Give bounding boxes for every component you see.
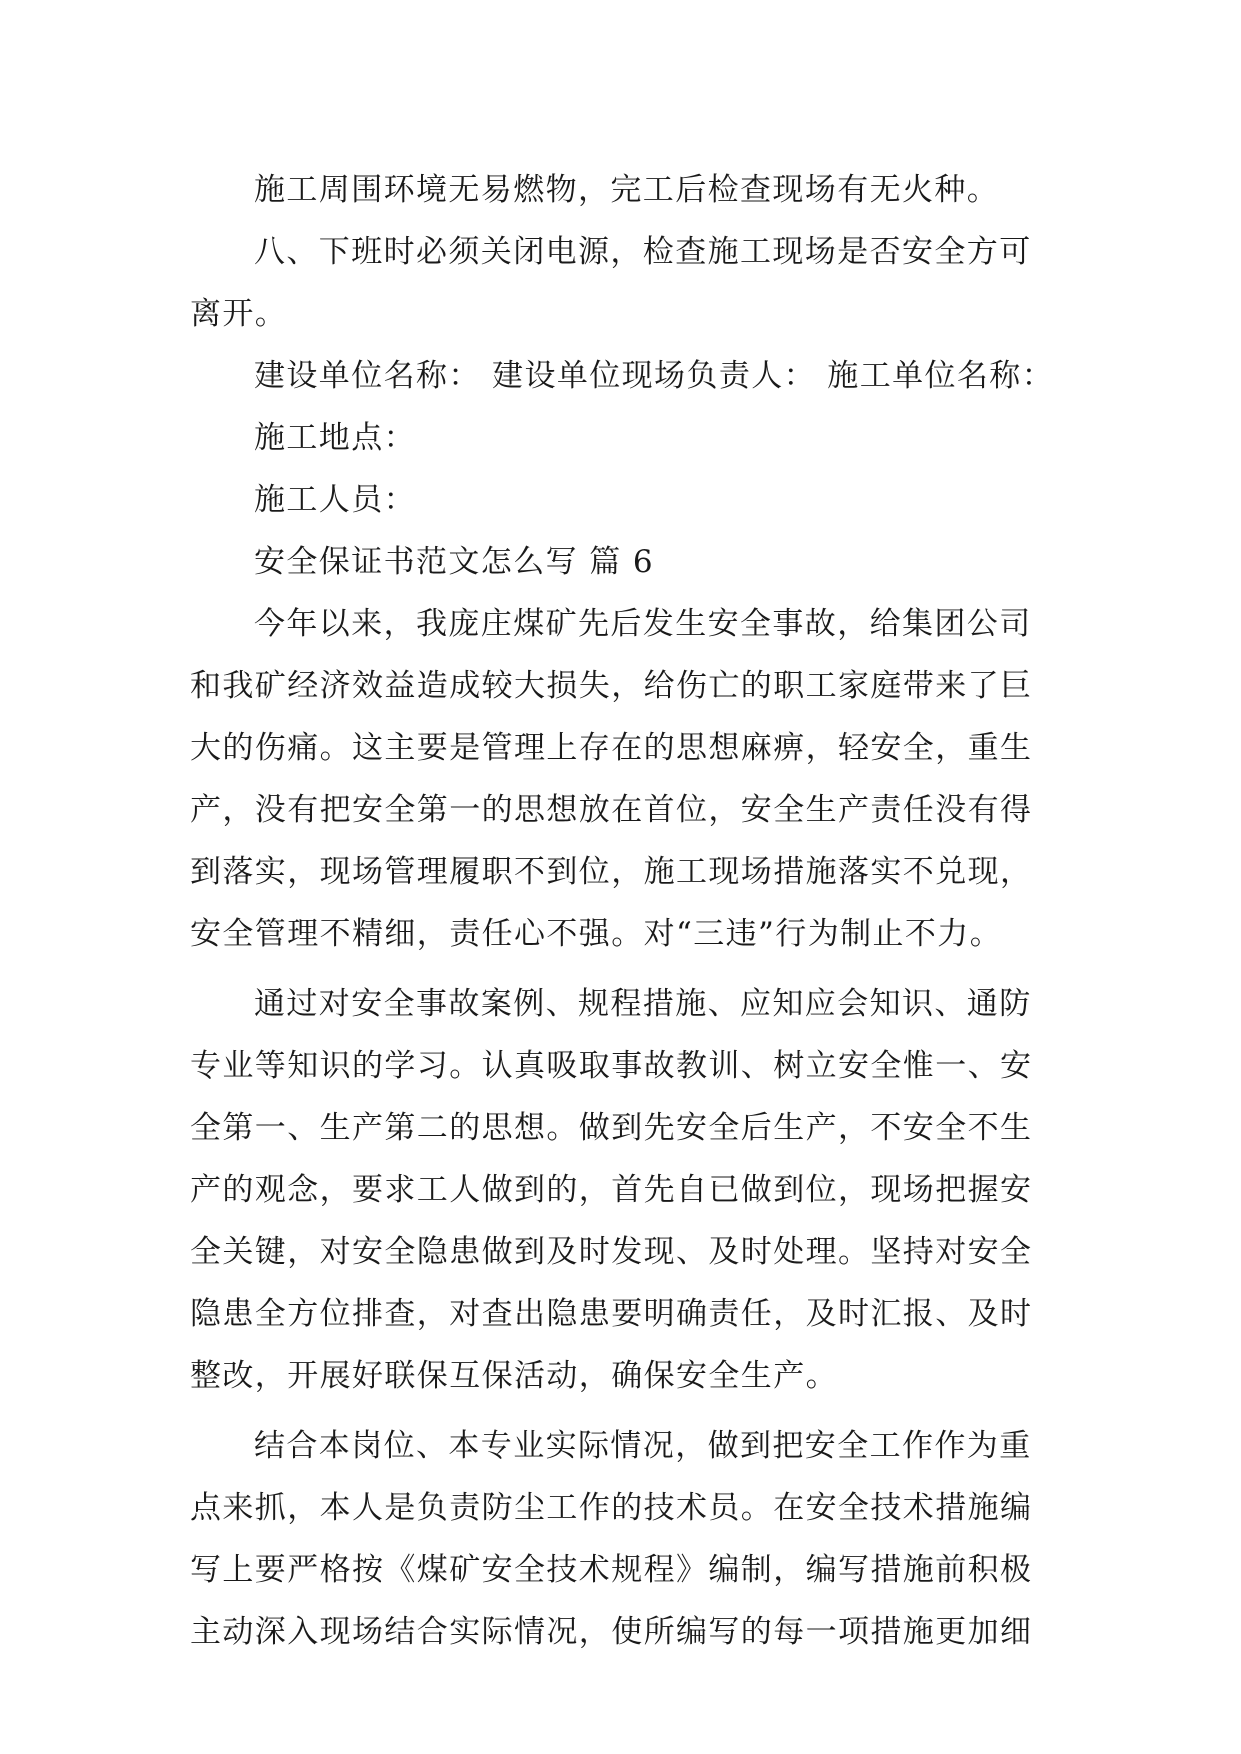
text-line: 到落实，现场管理履职不到位，施工现场措施落实不兑现， bbox=[190, 854, 1033, 890]
text-line: 点来抓，本人是负责防尘工作的技术员。在安全技术措施编 bbox=[190, 1490, 1033, 1526]
text-line: 写上要严格按《煤矿安全技术规程》编制，编写措施前积极 bbox=[190, 1552, 1033, 1588]
text-line: 产，没有把安全第一的思想放在首位，安全生产责任没有得 bbox=[190, 792, 1033, 828]
text-line: 今年以来，我庞庄煤矿先后发生安全事故，给集团公司 bbox=[254, 606, 1032, 642]
text-line: 离开。 bbox=[190, 296, 288, 332]
signature-fields bbox=[190, 345, 1055, 407]
text-line: 通过对安全事故案例、规程措施、应知应会知识、通防 bbox=[254, 986, 1032, 1022]
text-line: 八、下班时必须关闭电源，检查施工现场是否安全方可 bbox=[254, 234, 1032, 270]
section-heading bbox=[190, 531, 1050, 593]
signature-line: 建设单位名称： 建设单位现场负责人： 施工单位名称： bbox=[254, 358, 1055, 394]
text-line: 和我矿经济效益造成较大损失，给伤亡的职工家庭带来了巨 bbox=[190, 668, 1033, 704]
paragraph bbox=[190, 1415, 1050, 1663]
construction-site-field bbox=[190, 407, 1050, 469]
text-line: 主动深入现场结合实际情况，使所编写的每一项措施更加细 bbox=[190, 1614, 1033, 1650]
text-line: 安全管理不精细，责任心不强。对“三违”行为制止不力。 bbox=[190, 916, 1003, 952]
heading-line: 安全保证书范文怎么写 篇 6 bbox=[254, 544, 655, 580]
text-line: 施工人员： bbox=[254, 482, 416, 518]
text-line: 整改，开展好联保互保活动，确保安全生产。 bbox=[190, 1358, 838, 1394]
paragraph bbox=[190, 159, 1050, 221]
text-line: 施工周围环境无易燃物，完工后检查现场有无火种。 bbox=[254, 172, 1000, 208]
paragraph bbox=[190, 973, 1050, 1407]
paragraph bbox=[190, 221, 1050, 345]
text-line: 全关键，对安全隐患做到及时发现、及时处理。坚持对安全 bbox=[190, 1234, 1033, 1270]
text-line: 专业等知识的学习。认真吸取事故教训、树立安全惟一、安 bbox=[190, 1048, 1033, 1084]
text-line: 大的伤痛。这主要是管理上存在的思想麻痹，轻安全，重生 bbox=[190, 730, 1033, 766]
text-line: 结合本岗位、本专业实际情况，做到把安全工作作为重 bbox=[254, 1428, 1032, 1464]
text-line: 施工地点： bbox=[254, 420, 416, 456]
document-body bbox=[190, 159, 1055, 1663]
construction-personnel-field bbox=[190, 469, 1050, 531]
paragraph bbox=[190, 593, 1050, 965]
text-line: 产的观念，要求工人做到的，首先自已做到位，现场把握安 bbox=[190, 1172, 1033, 1208]
text-line: 隐患全方位排查，对查出隐患要明确责任，及时汇报、及时 bbox=[190, 1296, 1033, 1332]
text-line: 全第一、生产第二的思想。做到先安全后生产，不安全不生 bbox=[190, 1110, 1033, 1146]
